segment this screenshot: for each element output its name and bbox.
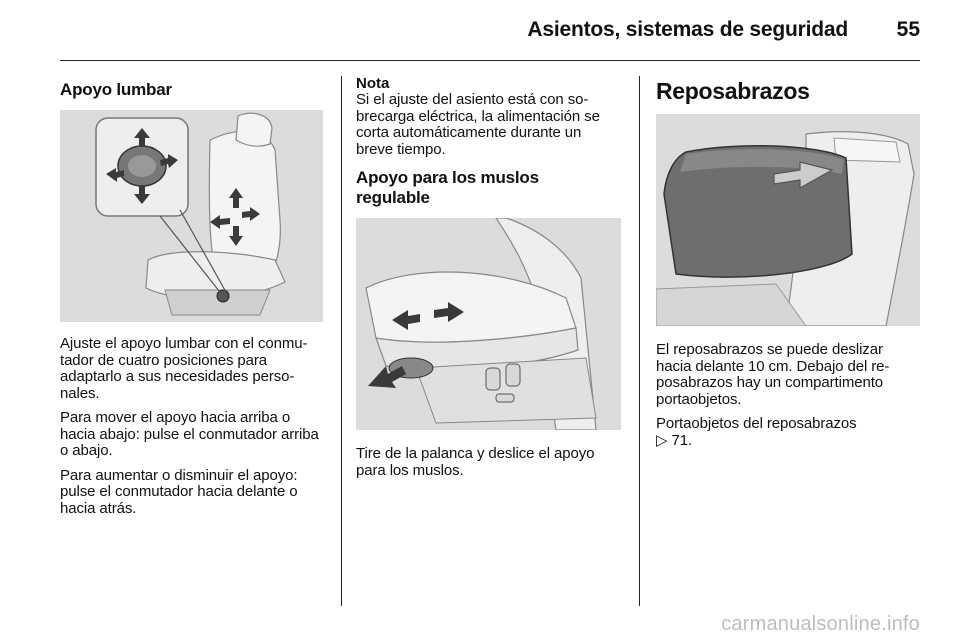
crossref-triangle-icon: ▷ xyxy=(656,431,668,449)
column-thigh-support xyxy=(356,76,622,487)
page-number: 55 xyxy=(896,18,920,41)
crossref-paragraph xyxy=(656,416,920,449)
column-lumbar xyxy=(60,76,325,525)
heading-line: regulable xyxy=(356,188,430,207)
note-label: Nota xyxy=(356,75,390,92)
section-heading-lumbar: Apoyo lumbar xyxy=(60,80,172,99)
column-armrest xyxy=(656,76,920,457)
thigh-support-lever-illustration xyxy=(356,218,621,430)
section-heading-thigh xyxy=(356,168,622,208)
paragraph: Para mover el apoyo hacia arriba o hacia abajo: pulse el conmutador arriba o abajo. xyxy=(60,409,319,459)
header-rule xyxy=(60,60,920,61)
armrest-slide-illustration xyxy=(656,114,920,326)
crossref-text: Portaobjetos del reposabrazos xyxy=(656,415,857,432)
section-heading-armrest: Reposabrazos xyxy=(656,78,810,104)
crossref-page-link[interactable]: 71. xyxy=(671,431,693,449)
thigh-illustration xyxy=(356,218,621,430)
armrest-illustration xyxy=(656,114,920,326)
lumbar-switch-seat-illustration xyxy=(60,110,323,322)
header-title: Asientos, sistemas de seguridad xyxy=(527,18,848,41)
paragraph: Tire de la palanca y deslice el apoyo para los muslos. xyxy=(356,445,595,479)
column-divider-left xyxy=(341,76,342,606)
lumbar-illustration xyxy=(60,110,323,322)
note-text: Si el ajuste del asiento está con sobrecarga eléctrica, la alimentación se corta automáticamente durante un breve tiempo. xyxy=(356,91,600,158)
heading-line: Apoyo para los muslos xyxy=(356,168,539,187)
column-divider-right xyxy=(639,76,640,606)
paragraph: Ajuste el apoyo lumbar con el conmutador de cuatro posiciones para adaptarlo a sus necesidades personales. xyxy=(60,335,308,402)
paragraph: Para aumentar o disminuir el apoyo: pulse el conmutador hacia delante o hacia atrás. xyxy=(60,466,298,517)
watermark: carmanualsonline.info xyxy=(721,613,920,635)
paragraph: El reposabrazos se puede deslizar hacia delante 10 cm. Debajo del reposabrazos hay un compartimento portaobjetos. xyxy=(656,341,890,408)
